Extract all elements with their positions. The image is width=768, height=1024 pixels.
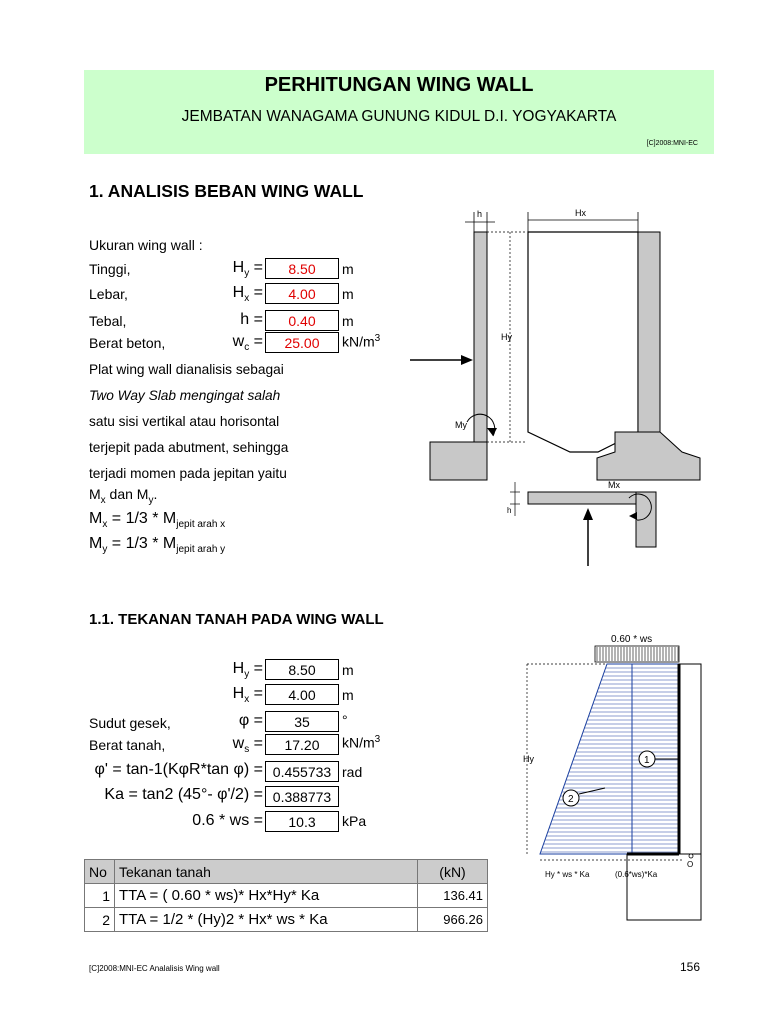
- table-row: [85, 908, 488, 932]
- dim-hx-label: Hx: [575, 208, 586, 218]
- para-line: Two Way Slab mengingat salah: [89, 388, 281, 403]
- header-kn: (kN): [418, 860, 488, 884]
- phi-value-cell[interactable]: 0.455733: [265, 761, 339, 782]
- row-unit: m: [342, 313, 354, 329]
- page-title: PERHITUNGAN WING WALL: [264, 74, 534, 96]
- row-symbol: $H_x$ =: [232, 685, 263, 706]
- para-line: terjadi momen pada jepitan yaitu: [89, 466, 287, 481]
- value-cell[interactable]: 8.50: [265, 659, 339, 680]
- row-value: 966.26: [418, 908, 488, 932]
- section11-heading: 1.1. TEKANAN TANAH PADA WING WALL: [89, 611, 384, 628]
- surcharge-label: 0.60 * ws: [611, 634, 653, 645]
- row-no: 2: [85, 908, 115, 932]
- row-unit: m: [342, 662, 354, 678]
- page-number: 156: [680, 960, 701, 974]
- plan-abutment: [636, 492, 656, 547]
- row-unit: $kN/m^3$: [342, 734, 381, 751]
- arrow-head: [461, 355, 473, 365]
- header-tekanan: Tekanan tanah: [115, 860, 418, 884]
- abutment-stem: [638, 232, 660, 432]
- table-row: [85, 884, 488, 908]
- plan-h-label: h: [507, 506, 512, 515]
- q-formula: 0.6 * ws =: [192, 812, 263, 829]
- row-formula: TTA = 1/2 * (Hy)2 * Hx* ws * Ka: [115, 908, 418, 932]
- value-cell[interactable]: 0.40: [265, 310, 339, 331]
- q-unit: kPa: [342, 813, 367, 829]
- row-unit: $kN/m^3$: [342, 333, 381, 350]
- row-label: Berat beton,: [89, 335, 166, 351]
- footing-left: [430, 442, 487, 480]
- header-banner: [84, 70, 714, 154]
- row-unit: m: [342, 286, 354, 302]
- pressure-hatch: [541, 668, 679, 852]
- pressure-triangle: [540, 664, 632, 854]
- formula-my: $M_y = 1/3 * M_{jepit arah y}$: [89, 535, 226, 556]
- pressure-table: [84, 859, 488, 932]
- row-symbol: $w_c$ =: [232, 333, 263, 354]
- bottom-left-label: Hy * ws * Ka: [545, 870, 590, 879]
- arrow-head: [629, 512, 637, 520]
- table-header-row: [85, 860, 488, 884]
- pivot-label: O: [687, 860, 694, 869]
- force-line: [579, 788, 605, 794]
- row-unit: m: [342, 261, 354, 277]
- value-cell[interactable]: 17.20: [265, 734, 339, 755]
- force-marker-2-label: 2: [568, 794, 574, 805]
- value-cell[interactable]: 4.00: [265, 684, 339, 705]
- dim-h-label: h: [477, 209, 483, 219]
- dim-hy-label: Hy: [501, 332, 512, 342]
- section1-heading: 1. ANALISIS BEBAN WING WALL: [89, 181, 364, 201]
- value-cell[interactable]: 25.00: [265, 332, 339, 353]
- row-label: Sudut gesek,: [89, 715, 171, 731]
- para-line: Plat wing wall dianalisis sebagai: [89, 362, 284, 377]
- para-last-line: $M_x$ dan $M_y$.: [89, 486, 158, 506]
- value-cell[interactable]: 4.00: [265, 283, 339, 304]
- phi-formula: φ' = tan-1(KφR*tan φ) =: [94, 761, 263, 778]
- dim-hy-label: Hy: [523, 754, 534, 764]
- row-symbol: $w_s$ =: [232, 735, 263, 756]
- ukuran-label: Ukuran wing wall :: [89, 237, 203, 253]
- ka-value-cell[interactable]: 0.388773: [265, 786, 339, 807]
- row-symbol: $H_x$ =: [232, 284, 263, 305]
- description-paragraph: [89, 357, 333, 487]
- para-line: terjepit pada abutment, sehingga: [89, 440, 289, 455]
- header-copyright: [C]2008:MNI-EC: [646, 140, 698, 147]
- q-value-cell[interactable]: 10.3: [265, 811, 339, 832]
- row-label: Berat tanah,: [89, 737, 166, 753]
- footer-text: [C]2008:MNI-EC Analalisis Wing wall: [89, 964, 220, 973]
- value-cell[interactable]: 8.50: [265, 258, 339, 279]
- row-label: Tebal,: [89, 313, 127, 329]
- plan-plate: [528, 492, 636, 504]
- wall: [679, 664, 701, 854]
- row-label: Tinggi,: [89, 261, 131, 277]
- row-symbol: φ =: [238, 712, 263, 729]
- row-value: 136.41: [418, 884, 488, 908]
- formula-mx: $M_x = 1/3 * M_{jepit arah x}$: [89, 510, 226, 531]
- surcharge-block: [595, 646, 679, 662]
- row-symbol: $H_y$ =: [232, 660, 263, 681]
- wall-section: [474, 232, 487, 442]
- phi-unit: rad: [342, 764, 363, 780]
- page-subtitle: JEMBATAN WANAGAMA GUNUNG KIDUL D.I. YOGYAKARTA: [181, 108, 617, 125]
- row-unit: °: [342, 712, 348, 728]
- row-symbol: $H_y$ =: [232, 259, 263, 280]
- bottom-right-label: (0.6*ws)*Ka: [615, 870, 658, 879]
- arrow-head: [583, 508, 593, 520]
- moment-my-label: My: [455, 420, 467, 430]
- value-cell[interactable]: 35: [265, 711, 339, 732]
- arrow-head: [487, 428, 497, 436]
- force-marker-1-label: 1: [644, 755, 650, 766]
- earth-pressure-diagram: [515, 626, 705, 926]
- header-no: No: [85, 860, 115, 884]
- moment-mx-label: Mx: [608, 480, 620, 490]
- row-unit: m: [342, 687, 354, 703]
- pivot-point: [689, 854, 693, 858]
- row-no: 1: [85, 884, 115, 908]
- wing-wall-plate: [528, 232, 638, 452]
- wing-wall-diagram: [375, 200, 705, 570]
- para-line: satu sisi vertikal atau horisontal: [89, 414, 280, 429]
- row-label: Lebar,: [89, 286, 128, 302]
- row-symbol: h =: [240, 311, 263, 328]
- ka-formula: Ka = tan2 (45°- φ'/2) =: [104, 786, 263, 803]
- row-formula: TTA = ( 0.60 * ws)* Hx*Hy* Ka: [115, 884, 418, 908]
